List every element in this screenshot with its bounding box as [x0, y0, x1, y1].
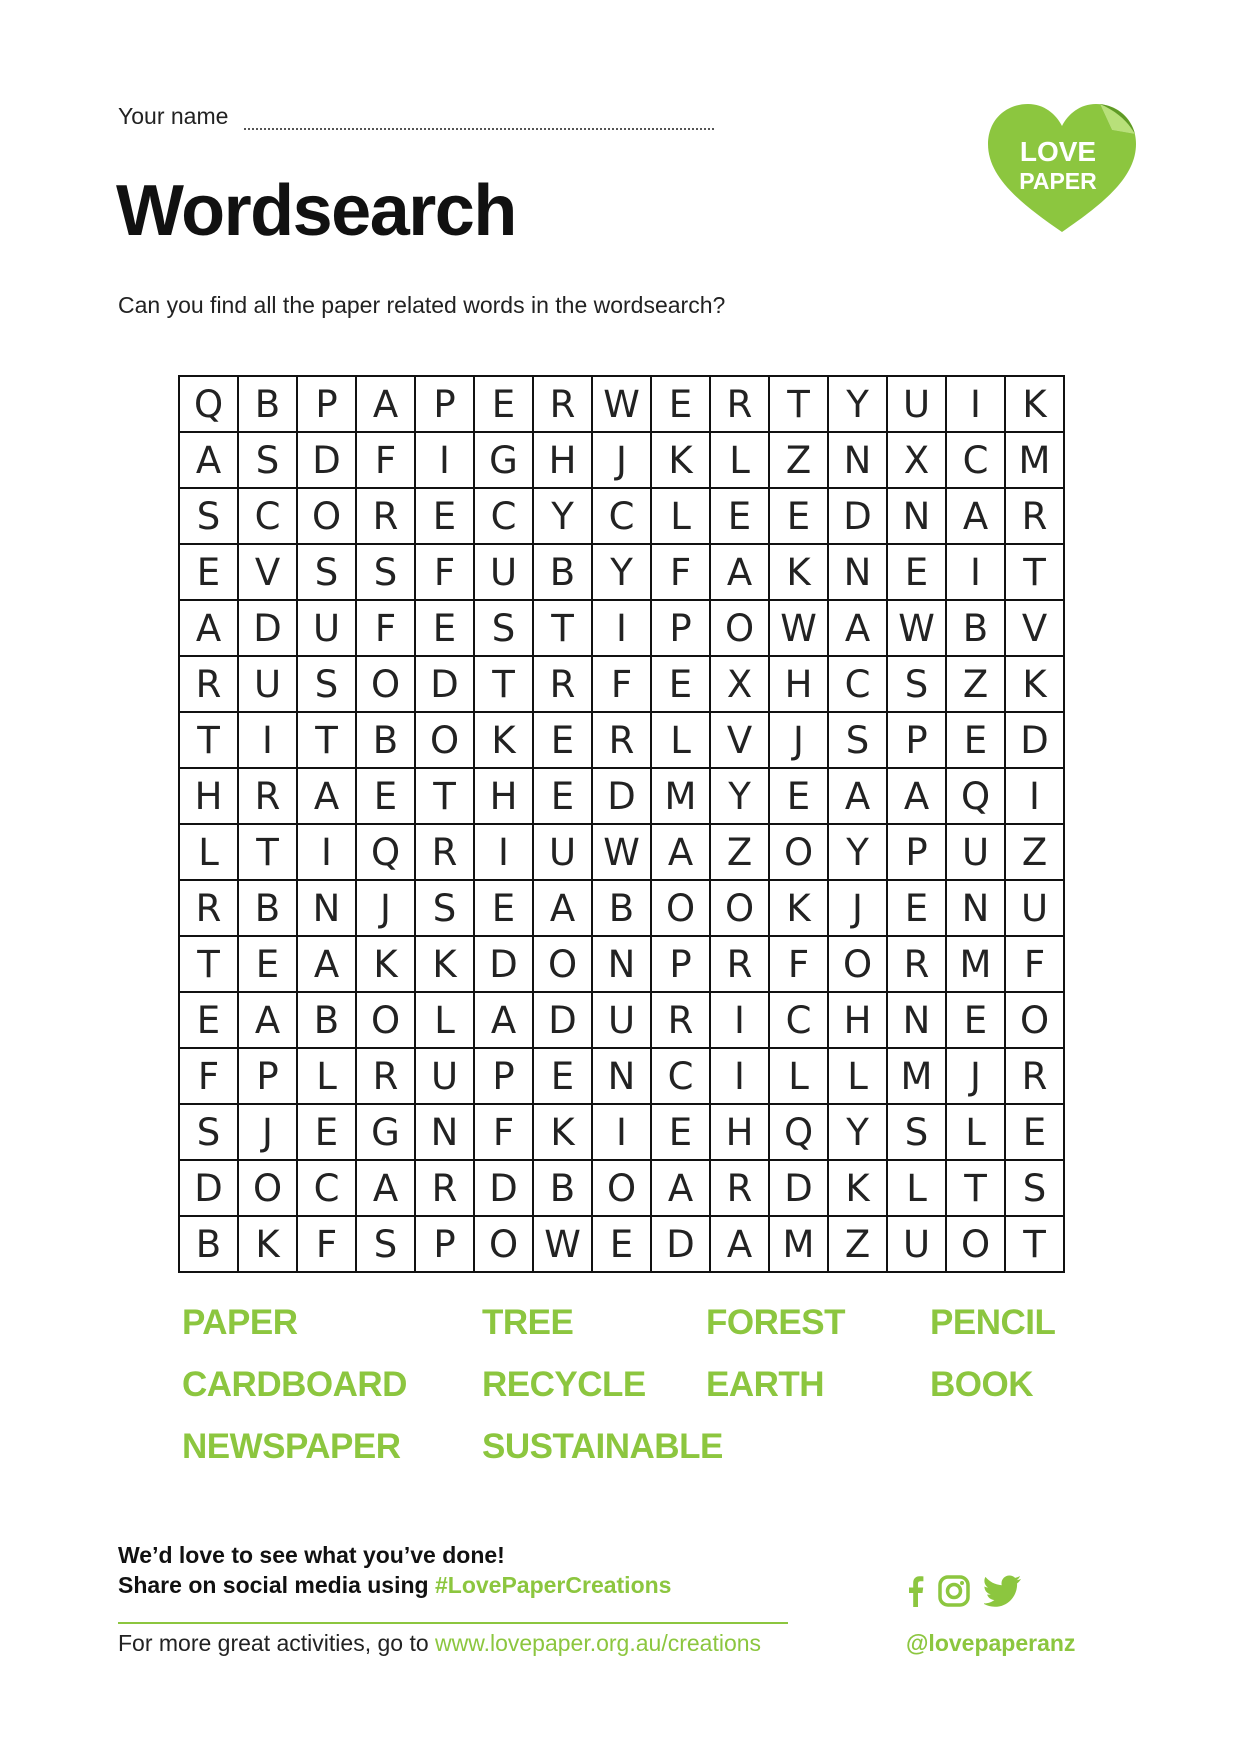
grid-cell[interactable]: T [179, 936, 238, 992]
grid-cell[interactable]: S [179, 488, 238, 544]
grid-cell[interactable]: D [297, 432, 356, 488]
grid-cell[interactable]: J [946, 1048, 1005, 1104]
footer-more [118, 1630, 761, 1657]
grid-cell[interactable]: E [1005, 1104, 1064, 1160]
grid-cell[interactable]: A [710, 1216, 769, 1272]
grid-cell[interactable]: S [179, 1104, 238, 1160]
grid-cell[interactable]: C [828, 656, 887, 712]
grid-cell[interactable]: U [238, 656, 297, 712]
grid-cell[interactable]: K [1005, 656, 1064, 712]
grid-cell[interactable]: W [769, 600, 828, 656]
grid-cell[interactable]: E [651, 656, 710, 712]
grid-cell[interactable]: F [651, 544, 710, 600]
grid-cell[interactable]: O [828, 936, 887, 992]
grid-cell[interactable]: P [297, 376, 356, 432]
grid-cell[interactable]: T [474, 656, 533, 712]
grid-cell[interactable]: R [651, 992, 710, 1048]
grid-cell[interactable]: E [651, 1104, 710, 1160]
grid-cell[interactable]: B [238, 376, 297, 432]
grid-cell[interactable]: S [297, 544, 356, 600]
grid-row [179, 1048, 1064, 1104]
grid-cell[interactable]: B [946, 600, 1005, 656]
grid-cell[interactable]: I [592, 1104, 651, 1160]
grid-row [179, 824, 1064, 880]
grid-cell[interactable]: C [238, 488, 297, 544]
name-line[interactable] [244, 102, 714, 130]
grid-cell[interactable]: K [533, 1104, 592, 1160]
grid-cell[interactable]: D [1005, 712, 1064, 768]
word-paper: PAPER [182, 1303, 298, 1342]
facebook-icon[interactable] [906, 1575, 924, 1607]
grid-cell[interactable]: U [533, 824, 592, 880]
hashtag-link[interactable]: #LovePaperCreations [434, 1572, 672, 1598]
footer-line2 [118, 1572, 671, 1599]
grid-cell[interactable]: R [356, 1048, 415, 1104]
grid-cell[interactable]: G [474, 432, 533, 488]
grid-cell[interactable]: P [415, 1216, 474, 1272]
grid-row [179, 600, 1064, 656]
grid-cell[interactable]: A [474, 992, 533, 1048]
grid-cell[interactable]: V [1005, 600, 1064, 656]
grid-cell[interactable]: Q [356, 824, 415, 880]
grid-cell[interactable]: W [592, 376, 651, 432]
grid-cell[interactable]: E [946, 712, 1005, 768]
grid-cell[interactable]: D [651, 1216, 710, 1272]
grid-cell[interactable]: Y [710, 768, 769, 824]
grid-cell[interactable]: F [1005, 936, 1064, 992]
grid-cell[interactable]: C [297, 1160, 356, 1216]
grid-cell[interactable]: M [1005, 432, 1064, 488]
grid-cell[interactable]: Z [710, 824, 769, 880]
footer-share-text: Share on social media using [118, 1572, 435, 1598]
grid-cell[interactable]: M [946, 936, 1005, 992]
grid-cell[interactable]: L [415, 992, 474, 1048]
grid-cell[interactable]: Y [828, 1104, 887, 1160]
grid-cell[interactable]: I [710, 1048, 769, 1104]
grid-cell[interactable]: R [710, 376, 769, 432]
instagram-icon[interactable] [938, 1575, 970, 1607]
grid-cell[interactable]: E [238, 936, 297, 992]
grid-cell[interactable]: Y [533, 488, 592, 544]
twitter-icon[interactable] [984, 1575, 1022, 1607]
grid-cell[interactable]: R [238, 768, 297, 824]
grid-cell[interactable]: T [297, 712, 356, 768]
instructions: Can you find all the paper related words in the wordsearch? [118, 292, 726, 318]
footer-more-text: For more great activities, go to [118, 1630, 436, 1656]
grid-cell[interactable]: D [179, 1160, 238, 1216]
grid-cell[interactable]: W [533, 1216, 592, 1272]
grid-cell[interactable]: I [1005, 768, 1064, 824]
grid-cell[interactable]: Q [179, 376, 238, 432]
grid-cell[interactable]: P [887, 712, 946, 768]
grid-cell[interactable]: N [887, 488, 946, 544]
grid-cell[interactable]: U [887, 1216, 946, 1272]
grid-cell[interactable]: R [179, 656, 238, 712]
grid-cell[interactable]: O [710, 880, 769, 936]
word-book: BOOK [930, 1365, 1033, 1404]
grid-cell[interactable]: C [651, 1048, 710, 1104]
grid-cell[interactable]: V [238, 544, 297, 600]
grid-cell[interactable]: J [592, 432, 651, 488]
grid-cell[interactable]: E [710, 488, 769, 544]
grid-cell[interactable]: K [769, 880, 828, 936]
grid-cell[interactable]: N [297, 880, 356, 936]
grid-cell[interactable]: G [356, 1104, 415, 1160]
grid-cell[interactable]: O [297, 488, 356, 544]
grid-cell[interactable]: Z [946, 656, 1005, 712]
grid-cell[interactable]: B [356, 712, 415, 768]
logo-line1: LOVE [1019, 136, 1097, 167]
grid-cell[interactable]: M [769, 1216, 828, 1272]
grid-cell[interactable]: A [238, 992, 297, 1048]
grid-cell[interactable]: E [179, 992, 238, 1048]
grid-cell[interactable]: P [651, 600, 710, 656]
grid-cell[interactable]: W [887, 600, 946, 656]
grid-cell[interactable]: R [1005, 1048, 1064, 1104]
grid-cell[interactable]: A [651, 1160, 710, 1216]
grid-cell[interactable]: H [533, 432, 592, 488]
grid-cell[interactable]: R [533, 656, 592, 712]
grid-cell[interactable]: O [474, 1216, 533, 1272]
grid-cell[interactable]: F [415, 544, 474, 600]
grid-cell[interactable]: N [592, 1048, 651, 1104]
grid-cell[interactable]: B [238, 880, 297, 936]
grid-cell[interactable]: O [533, 936, 592, 992]
grid-cell[interactable]: T [179, 712, 238, 768]
grid-cell[interactable]: T [769, 376, 828, 432]
grid-cell[interactable]: R [1005, 488, 1064, 544]
grid-cell[interactable]: Z [769, 432, 828, 488]
grid-cell[interactable]: P [474, 1048, 533, 1104]
grid-cell[interactable]: P [238, 1048, 297, 1104]
grid-cell[interactable]: A [356, 376, 415, 432]
name-label: Your name [118, 103, 229, 129]
grid-cell[interactable]: R [592, 712, 651, 768]
grid-cell[interactable]: M [887, 1048, 946, 1104]
grid-cell[interactable]: T [946, 1160, 1005, 1216]
grid-cell[interactable]: F [179, 1048, 238, 1104]
grid-cell[interactable]: S [238, 432, 297, 488]
grid-cell[interactable]: T [1005, 544, 1064, 600]
grid-cell[interactable]: J [356, 880, 415, 936]
grid-cell[interactable]: N [592, 936, 651, 992]
grid-cell[interactable]: K [828, 1160, 887, 1216]
grid-cell[interactable]: P [415, 376, 474, 432]
grid-cell[interactable]: W [592, 824, 651, 880]
word-sustainable: SUSTAINABLE [482, 1427, 723, 1466]
grid-cell[interactable]: R [415, 1160, 474, 1216]
grid-cell[interactable]: O [946, 1216, 1005, 1272]
grid-cell[interactable]: S [1005, 1160, 1064, 1216]
grid-cell[interactable]: A [533, 880, 592, 936]
grid-cell[interactable]: S [415, 880, 474, 936]
grid-cell[interactable]: S [356, 544, 415, 600]
wordsearch-grid [178, 375, 1065, 1273]
grid-cell[interactable]: R [887, 936, 946, 992]
grid-cell[interactable]: N [828, 432, 887, 488]
grid-cell[interactable]: K [474, 712, 533, 768]
grid-cell[interactable]: F [592, 656, 651, 712]
grid-cell[interactable]: A [828, 768, 887, 824]
grid-cell[interactable]: D [415, 656, 474, 712]
grid-cell[interactable]: Q [769, 1104, 828, 1160]
grid-cell[interactable]: K [1005, 376, 1064, 432]
grid-cell[interactable]: H [769, 656, 828, 712]
grid-row [179, 1104, 1064, 1160]
grid-cell[interactable]: F [356, 600, 415, 656]
grid-cell[interactable]: D [769, 1160, 828, 1216]
footer-divider [118, 1622, 788, 1624]
grid-row [179, 376, 1064, 432]
grid-cell[interactable]: N [415, 1104, 474, 1160]
grid-cell[interactable]: O [356, 992, 415, 1048]
grid-cell[interactable]: N [887, 992, 946, 1048]
grid-cell[interactable]: J [769, 712, 828, 768]
name-field-row [118, 102, 714, 130]
grid-cell[interactable]: B [592, 880, 651, 936]
grid-cell[interactable]: R [533, 376, 592, 432]
grid-row [179, 432, 1064, 488]
grid-cell[interactable]: E [946, 992, 1005, 1048]
grid-cell[interactable]: E [474, 376, 533, 432]
grid-cell[interactable]: U [297, 600, 356, 656]
grid-cell[interactable]: R [710, 1160, 769, 1216]
grid-cell[interactable]: I [297, 824, 356, 880]
page-title: Wordsearch [116, 171, 516, 251]
grid-cell[interactable]: I [415, 432, 474, 488]
grid-cell[interactable]: O [356, 656, 415, 712]
grid-cell[interactable]: A [297, 768, 356, 824]
grid-cell[interactable]: Y [828, 376, 887, 432]
grid-cell[interactable]: A [356, 1160, 415, 1216]
grid-cell[interactable]: E [474, 880, 533, 936]
grid-cell[interactable]: I [474, 824, 533, 880]
grid-cell[interactable]: L [828, 1048, 887, 1104]
grid-cell[interactable]: A [710, 544, 769, 600]
grid-cell[interactable]: D [828, 488, 887, 544]
word-newspaper: NEWSPAPER [182, 1427, 401, 1466]
grid-cell[interactable]: L [297, 1048, 356, 1104]
grid-row [179, 768, 1064, 824]
grid-cell[interactable]: E [651, 376, 710, 432]
grid-cell[interactable]: T [415, 768, 474, 824]
grid-cell[interactable]: A [179, 600, 238, 656]
grid-cell[interactable]: J [828, 880, 887, 936]
grid-cell[interactable]: K [238, 1216, 297, 1272]
grid-cell[interactable]: O [415, 712, 474, 768]
grid-cell[interactable]: I [238, 712, 297, 768]
grid-cell[interactable]: B [533, 544, 592, 600]
grid-cell[interactable]: S [887, 656, 946, 712]
grid-cell[interactable]: O [710, 600, 769, 656]
grid-cell[interactable]: F [356, 432, 415, 488]
grid-cell[interactable]: R [179, 880, 238, 936]
grid-cell[interactable]: A [946, 488, 1005, 544]
grid-row [179, 712, 1064, 768]
grid-cell[interactable]: I [592, 600, 651, 656]
grid-cell[interactable]: U [887, 376, 946, 432]
grid-cell[interactable]: P [887, 824, 946, 880]
grid-row [179, 880, 1064, 936]
grid-row [179, 1216, 1064, 1272]
grid-cell[interactable]: R [356, 488, 415, 544]
grid-cell[interactable]: E [356, 768, 415, 824]
grid-cell[interactable]: F [474, 1104, 533, 1160]
grid-cell[interactable]: E [533, 712, 592, 768]
grid-cell[interactable]: E [769, 488, 828, 544]
grid-cell[interactable]: H [179, 768, 238, 824]
grid-cell[interactable]: C [592, 488, 651, 544]
logo-line2: PAPER [1019, 168, 1097, 194]
word-forest: FOREST [706, 1303, 845, 1342]
grid-row [179, 656, 1064, 712]
grid-cell[interactable]: A [887, 768, 946, 824]
grid-cell[interactable]: H [474, 768, 533, 824]
grid-row [179, 1160, 1064, 1216]
grid-cell[interactable]: O [651, 880, 710, 936]
grid-cell[interactable]: E [415, 488, 474, 544]
footer-line1: We’d love to see what you’ve done! [118, 1542, 505, 1568]
grid-row [179, 488, 1064, 544]
word-tree: TREE [482, 1303, 574, 1342]
grid-cell[interactable]: L [769, 1048, 828, 1104]
grid-row [179, 992, 1064, 1048]
grid-cell[interactable]: U [1005, 880, 1064, 936]
grid-cell[interactable]: S [828, 712, 887, 768]
grid-cell[interactable]: A [179, 432, 238, 488]
grid-cell[interactable]: X [710, 656, 769, 712]
grid-cell[interactable]: Q [946, 768, 1005, 824]
grid-cell[interactable]: O [592, 1160, 651, 1216]
website-link[interactable]: www.lovepaper.org.au/creations [435, 1630, 762, 1656]
grid-cell[interactable]: H [710, 1104, 769, 1160]
grid-cell[interactable]: C [474, 488, 533, 544]
grid-cell[interactable]: D [474, 1160, 533, 1216]
grid-cell[interactable]: H [828, 992, 887, 1048]
grid-cell[interactable]: M [651, 768, 710, 824]
grid-cell[interactable]: R [415, 824, 474, 880]
grid-cell[interactable]: F [769, 936, 828, 992]
grid-cell[interactable]: B [179, 1216, 238, 1272]
grid-cell[interactable]: N [946, 880, 1005, 936]
grid-cell[interactable]: T [238, 824, 297, 880]
grid-cell[interactable]: X [887, 432, 946, 488]
grid-cell[interactable]: Y [828, 824, 887, 880]
grid-cell[interactable]: L [179, 824, 238, 880]
grid-cell[interactable]: E [533, 768, 592, 824]
grid-row [179, 936, 1064, 992]
grid-cell[interactable]: L [946, 1104, 1005, 1160]
grid-cell[interactable]: O [238, 1160, 297, 1216]
grid-cell[interactable]: K [651, 432, 710, 488]
grid-cell[interactable]: F [297, 1216, 356, 1272]
grid-cell[interactable]: S [356, 1216, 415, 1272]
social-icons [906, 1575, 1022, 1607]
word-recycle: RECYCLE [482, 1365, 646, 1404]
word-cardboard: CARDBOARD [182, 1365, 407, 1404]
grid-cell[interactable]: Z [828, 1216, 887, 1272]
grid-cell[interactable]: Y [592, 544, 651, 600]
grid-cell[interactable]: B [297, 992, 356, 1048]
grid-cell[interactable]: L [651, 488, 710, 544]
grid-row [179, 544, 1064, 600]
grid-cell[interactable]: Z [1005, 824, 1064, 880]
grid-cell[interactable]: O [1005, 992, 1064, 1048]
grid-cell[interactable]: S [474, 600, 533, 656]
grid-cell[interactable]: C [946, 432, 1005, 488]
grid-cell[interactable]: P [651, 936, 710, 992]
grid-cell[interactable]: S [887, 1104, 946, 1160]
grid-cell[interactable]: E [887, 544, 946, 600]
grid-cell[interactable]: D [592, 768, 651, 824]
grid-cell[interactable]: A [297, 936, 356, 992]
grid-cell[interactable]: E [769, 768, 828, 824]
grid-cell[interactable]: D [533, 992, 592, 1048]
grid-cell[interactable]: E [179, 544, 238, 600]
grid-cell[interactable]: R [710, 936, 769, 992]
grid-cell[interactable]: E [592, 1216, 651, 1272]
grid-cell[interactable]: U [415, 1048, 474, 1104]
grid-cell[interactable]: K [415, 936, 474, 992]
grid-cell[interactable]: O [769, 824, 828, 880]
grid-cell[interactable]: E [297, 1104, 356, 1160]
love-paper-logo [988, 104, 1136, 236]
grid-cell[interactable]: U [474, 544, 533, 600]
grid-cell[interactable]: V [710, 712, 769, 768]
grid-cell[interactable]: T [1005, 1216, 1064, 1272]
grid-cell[interactable]: C [769, 992, 828, 1048]
grid-cell[interactable]: N [828, 544, 887, 600]
grid-cell[interactable]: J [238, 1104, 297, 1160]
grid-cell[interactable]: E [887, 880, 946, 936]
grid-cell[interactable]: E [533, 1048, 592, 1104]
grid-cell[interactable]: K [769, 544, 828, 600]
grid-cell[interactable]: K [356, 936, 415, 992]
grid-cell[interactable]: L [887, 1160, 946, 1216]
social-handle[interactable]: @lovepaperanz [906, 1630, 1076, 1656]
grid-cell[interactable]: A [651, 824, 710, 880]
grid-cell[interactable]: I [710, 992, 769, 1048]
grid-cell[interactable]: B [533, 1160, 592, 1216]
grid-cell[interactable]: I [946, 544, 1005, 600]
grid-cell[interactable]: U [592, 992, 651, 1048]
word-pencil: PENCIL [930, 1303, 1056, 1342]
grid-cell[interactable]: D [474, 936, 533, 992]
grid-cell[interactable]: D [238, 600, 297, 656]
grid-cell[interactable]: S [297, 656, 356, 712]
word-earth: EARTH [706, 1365, 825, 1404]
grid-cell[interactable]: E [415, 600, 474, 656]
grid-cell[interactable]: L [710, 432, 769, 488]
grid-cell[interactable]: L [651, 712, 710, 768]
grid-cell[interactable]: T [533, 600, 592, 656]
grid-cell[interactable]: I [946, 376, 1005, 432]
grid-cell[interactable]: U [946, 824, 1005, 880]
grid-cell[interactable]: A [828, 600, 887, 656]
